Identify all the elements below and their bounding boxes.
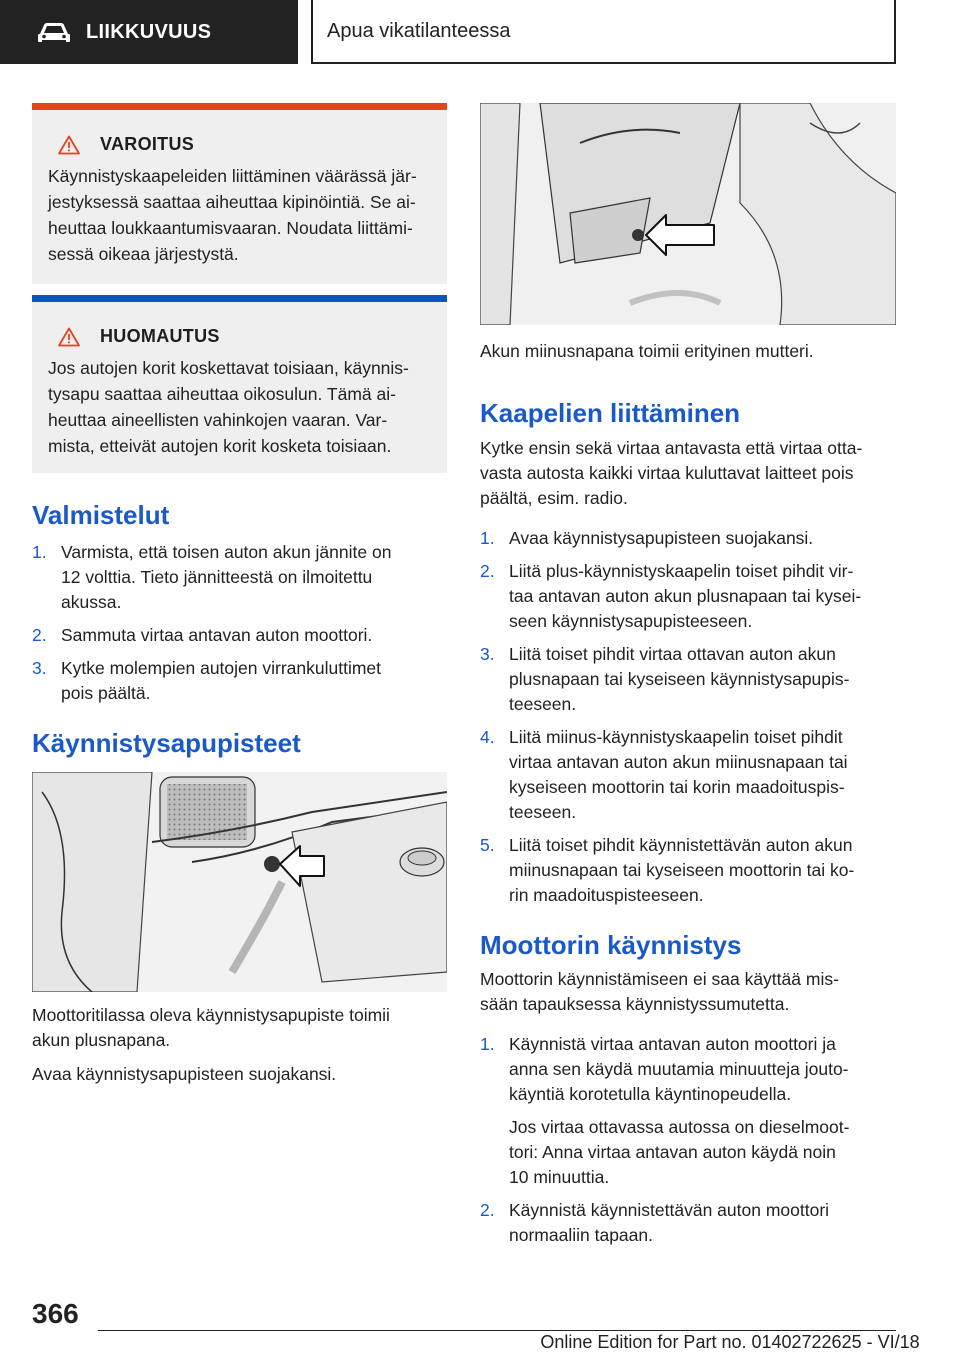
ground-nut-image (480, 103, 896, 325)
page-number: 366 (32, 1298, 79, 1329)
list-item: 5. Liitä toiset pihdit käynnistettävän auton akun miinusnapaan tai kyseiseen moottorin tai ko- rin maadoituspisteeseen. (480, 835, 855, 905)
ground-nut-caption: Akun miinusnapana toimii erityinen mutteri. (480, 341, 814, 361)
edition-footer (500, 1332, 960, 1353)
warning-header (58, 134, 433, 155)
list-item: 4. Liitä miinus-käynnistyskaapelin toiset pihdit virtaa antavan auton akun miinusnapaan tai kyseiseen moottorin tai korin maadoituspis- teeseen. (480, 727, 848, 822)
edition-text: Online Edition for Part no. 01402722625 - VI/18 (540, 1332, 920, 1352)
heading-moottorin-kaynnistys: Moottorin käynnistys (480, 930, 742, 960)
list-item: 2. Sammuta virtaa antavan auton moottori. (32, 625, 373, 645)
list-item: 1. Käynnistä virtaa antavan auton moottori ja anna sen käydä muutamia minuutteja jouto- käyntiä korotetulla käyntinopeudella. Jos virtaa ottavassa autossa on dieselmoot- tori: Anna virtaa antavan auton käydä noin 10 minuuttia. (480, 1034, 850, 1187)
engine-bay-jump-point-image (32, 772, 447, 992)
note-header (58, 326, 433, 347)
section-tab (0, 0, 298, 64)
heading-kaapelien-liittaminen: Kaapelien liittäminen (480, 398, 741, 428)
list-item: 1. Varmista, että toisen auton akun jännite on 12 volttia. Tieto jännitteestä on ilmoitettu akussa. (32, 542, 392, 612)
list-item: 3. Liitä toiset pihdit virtaa ottavan auton akun plusnapaan tai kyseiseen käynnistysapupis- teeseen. (480, 644, 850, 714)
note-box (32, 295, 447, 473)
note-text: Jos autojen korit koskettavat toisiaan, käynnis- tysapu saattaa aiheuttaa oikosulun. Tämä ai- heuttaa aineellisten vahinkojen vaaran. Var- mista, etteivät autojen korit kosketa toisiaan. (48, 358, 409, 456)
list-item: 2. Käynnistä käynnistettävän auton moottori normaaliin tapaan. (480, 1200, 830, 1245)
engine-start-steps (480, 1032, 896, 1256)
list-item: 1. Avaa käynnistysapupisteen suojakansi. (480, 528, 814, 548)
preparation-steps (32, 540, 447, 714)
cable-intro: Kytke ensin sekä virtaa antavasta että virtaa otta- vasta autosta kaikki virtaa kuluttavat laitteet pois päältä, esim. radio. (480, 438, 863, 508)
caution-icon (58, 327, 80, 347)
warning-icon (58, 135, 80, 155)
section-label: LIIKKUVUUS (86, 20, 212, 43)
engine-start-intro: Moottorin käynnistämiseen ei saa käyttää mis- sään tapauksessa käynnistyssumutetta. (480, 969, 839, 1014)
list-item: 3. Kytke molempien autojen virrankuluttimet pois päältä. (32, 658, 382, 703)
heading-kaynnistysapupisteet: Käynnistysapupisteet (32, 728, 301, 758)
warning-title: VAROITUS (100, 134, 195, 154)
heading-valmistelut: Valmistelut (32, 500, 170, 530)
jump-point-caption: Moottoritilassa oleva käynnistysapupiste toimii akun plusnapana. (32, 1005, 390, 1050)
list-item: 2. Liitä plus-käynnistyskaapelin toiset pihdit vir- taa antavan auton akun plusnapaan tai kysei- seen käynnistysapupisteeseen. (480, 561, 862, 631)
warning-box (32, 103, 447, 284)
cable-steps (480, 526, 896, 916)
note-title: HUOMAUTUS (100, 326, 220, 346)
chapter-title: Apua vikatilanteessa (311, 0, 896, 64)
warning-text: Käynnistyskaapeleiden liittäminen väärässä jär- jestyksessä saattaa aiheuttaa kipinöintiä. Se ai- heuttaa loukkaantumisvaaran. Noudata liittämi- sessä oikeaa järjestystä. (48, 166, 417, 264)
car-icon (36, 20, 72, 44)
open-cover-instruction: Avaa käynnistysapupisteen suojakansi. (32, 1064, 337, 1084)
footer-divider (98, 1330, 896, 1331)
